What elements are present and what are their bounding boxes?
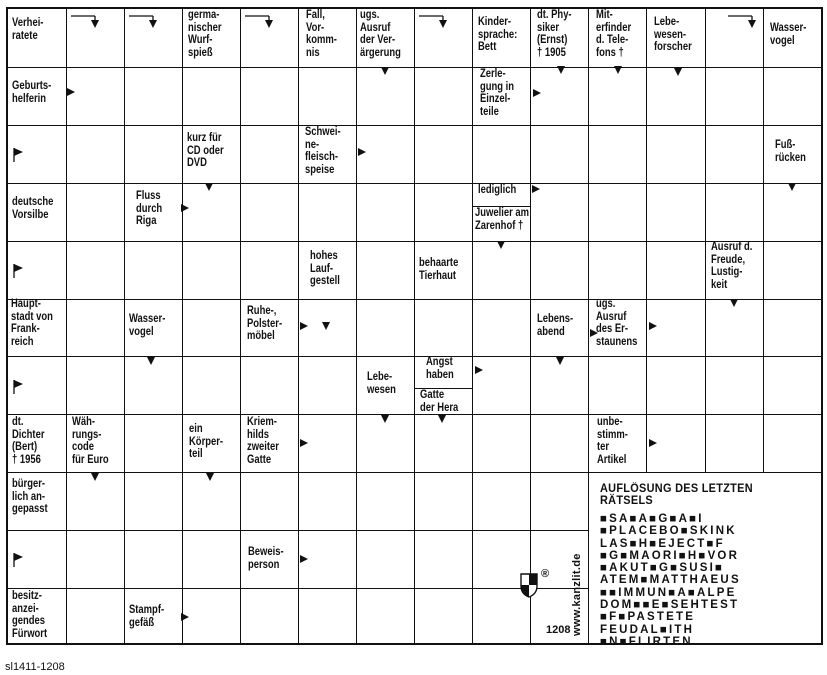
clue-line: abend: [537, 325, 565, 338]
clue-line: des Er-: [596, 323, 628, 335]
down-arrow-icon: [90, 472, 100, 482]
clue-c15: [12, 196, 53, 221]
solution-title: AUFLÖSUNG DES LETZTEN RÄTSELS: [600, 483, 753, 507]
clue-line: wesen: [367, 383, 396, 396]
clue-line: ugs.: [360, 9, 380, 21]
right-arrow-icon: [180, 612, 190, 622]
clue-c7: [596, 9, 631, 59]
flag-arrow-icon: [12, 378, 26, 396]
down-arrow-icon: [673, 67, 683, 77]
clue-line: forscher: [654, 41, 692, 53]
clue-line: Kriem-: [247, 416, 277, 428]
clue-line: Gatte: [420, 389, 445, 401]
clue-line: zweiter: [247, 441, 279, 453]
clue-line: d. Tele-: [596, 34, 629, 46]
clue-line: Beweis-: [248, 546, 284, 558]
clue-line: kurz für: [187, 132, 222, 144]
clue-c22: [11, 298, 53, 348]
down-arrow-icon: [555, 356, 565, 366]
clue-line: komm-: [306, 34, 337, 46]
hook-arrow-icon: [244, 12, 278, 30]
right-arrow-icon: [531, 184, 541, 194]
down-arrow-icon: [437, 414, 447, 424]
clue-c27: [367, 371, 396, 396]
clue-c38: [129, 604, 164, 629]
clue-line: speise: [305, 163, 335, 176]
clue-line: Wasser-: [770, 22, 807, 34]
clue-line: † 1905: [537, 46, 566, 59]
clue-line: ärgerung: [360, 46, 401, 59]
shield-logo-icon: [520, 572, 538, 598]
clue-c1: [12, 17, 43, 42]
clue-c5: [478, 16, 517, 54]
clue-line: germa-: [188, 9, 220, 21]
clue-line: Angst: [426, 356, 453, 368]
clue-line: Zarenhof †: [475, 219, 524, 232]
down-arrow-icon: [380, 66, 390, 76]
clue-line: † 1956: [12, 453, 41, 466]
solution-row: LAS■H■EJECT■F: [600, 537, 725, 550]
clue-line: Ruhe-,: [247, 305, 277, 317]
clue-c14: [775, 139, 806, 164]
clue-line: Frank-: [11, 323, 40, 335]
clue-line: Polster-: [247, 317, 283, 330]
clue-line: ter: [597, 441, 610, 453]
puzzle-number: 1208: [546, 624, 571, 636]
clue-line: ratete: [12, 29, 38, 42]
right-arrow-icon: [180, 203, 190, 213]
solution-row: ATEM■MATTHAEUS: [600, 574, 741, 587]
right-arrow-icon: [648, 321, 658, 331]
right-arrow-icon: [589, 328, 599, 338]
clue-line: ein: [189, 423, 203, 435]
clue-line: Lustig-: [711, 266, 743, 278]
hook-arrow-icon: [70, 12, 104, 30]
clue-line: Lebe-: [367, 371, 393, 383]
clue-line: person: [248, 558, 280, 571]
clue-line: Lauf-: [310, 262, 334, 275]
clue-line: Gatte: [247, 453, 272, 466]
right-arrow-icon: [299, 321, 309, 331]
clue-c33: [247, 416, 279, 466]
clue-line: (Bert): [12, 441, 38, 453]
clue-line: spieß: [188, 46, 213, 59]
clue-c18: [475, 207, 529, 232]
clue-line: Fürwort: [12, 627, 48, 640]
clue-line: für Euro: [72, 453, 109, 466]
down-arrow-icon: [556, 65, 566, 75]
clue-line: Freude,: [711, 253, 746, 266]
registered-mark: ®: [541, 568, 550, 580]
clue-c32: [189, 423, 223, 461]
down-arrow-icon: [321, 321, 331, 331]
clue-c8: [654, 16, 692, 54]
clue-c20: [419, 257, 458, 282]
solution-row: FEUDAL■ITH: [600, 623, 695, 636]
clue-line: Verhei-: [12, 17, 44, 29]
clue-line: Artikel: [597, 453, 627, 466]
clue-c16: [136, 190, 162, 228]
clue-line: Vor-: [306, 21, 325, 34]
clue-line: dt. Phy-: [537, 9, 572, 21]
solution-row: DOM■■E■SEHTEST: [600, 599, 740, 612]
right-arrow-icon: [532, 88, 542, 98]
clue-c31: [72, 416, 109, 466]
clue-c28: [426, 356, 454, 381]
hook-arrow-icon: [418, 12, 452, 30]
clue-c6: [537, 9, 572, 59]
clue-line: Bett: [478, 41, 497, 53]
clue-c10: [12, 80, 51, 105]
clue-line: Ausruf: [360, 21, 391, 34]
clue-line: Wurf-: [188, 34, 213, 46]
clue-line: Geburts-: [12, 80, 52, 92]
right-arrow-icon: [66, 87, 76, 97]
clue-line: DVD: [187, 157, 207, 169]
down-arrow-icon: [146, 356, 156, 366]
clue-line: Ausruf: [596, 310, 627, 323]
clue-line: Schwei-: [305, 126, 341, 138]
clue-c12: [187, 132, 224, 170]
clue-c36: [248, 546, 284, 571]
clue-line: Fluss: [136, 190, 161, 202]
clue-line: der Hera: [420, 401, 459, 414]
clue-line: teile: [480, 105, 499, 118]
down-arrow-icon: [787, 182, 797, 192]
down-arrow-icon: [204, 182, 214, 192]
clue-line: fleisch-: [305, 151, 339, 163]
clue-line: stadt von: [11, 310, 53, 323]
clue-line: Tierhaut: [419, 269, 457, 282]
clue-line: reich: [11, 335, 34, 348]
clue-line: anzei-: [12, 602, 39, 615]
right-arrow-icon: [648, 438, 658, 448]
clue-c17: [478, 184, 516, 197]
clue-line: erfinder: [596, 21, 632, 34]
clue-line: Dichter: [12, 428, 45, 441]
clue-line: Lebe-: [654, 16, 680, 28]
clue-line: helferin: [12, 92, 47, 105]
clue-line: rungs-: [72, 428, 102, 441]
clue-line: lediglich: [478, 184, 517, 196]
down-arrow-icon: [380, 414, 390, 424]
clue-c34: [597, 416, 628, 466]
clue-line: (Ernst): [537, 34, 568, 46]
clue-c21: [711, 241, 752, 291]
clue-line: Wäh-: [72, 416, 96, 428]
clue-line: Kinder-: [478, 16, 512, 28]
clue-line: dt.: [12, 416, 24, 428]
website-label: www.kanzlit.de: [571, 553, 583, 636]
clue-c3: [306, 9, 337, 59]
clue-line: wesen-: [654, 28, 686, 41]
solution-row: ■N■FLIRTEN: [600, 635, 693, 648]
solution-rows: [596, 513, 818, 648]
clue-line: ne-: [305, 138, 320, 151]
clue-c25: [537, 313, 573, 338]
clue-line: teil: [189, 448, 203, 460]
clue-line: staunens: [596, 335, 638, 348]
down-arrow-icon: [613, 65, 623, 75]
clue-c37: [12, 590, 47, 640]
clue-line: Haupt-: [11, 298, 41, 310]
clue-line: vogel: [770, 34, 795, 47]
clue-c4: [360, 9, 401, 59]
clue-line: nis: [306, 46, 320, 59]
solution-row: ■■IMMUN■A■ALPE: [600, 586, 737, 599]
clue-line: besitz-: [12, 590, 42, 602]
clue-line: deutsche: [12, 196, 54, 208]
clue-line: Lebens-: [537, 313, 574, 325]
clue-line: keit: [711, 278, 728, 291]
solution-row: ■G■MAORI■H■VOR: [600, 549, 740, 562]
right-arrow-icon: [474, 365, 484, 375]
flag-arrow-icon: [12, 551, 26, 569]
hook-arrow-icon: [727, 12, 761, 30]
clue-line: fons †: [596, 46, 624, 59]
clue-line: ugs.: [596, 298, 616, 310]
clue-c24: [247, 305, 282, 343]
clue-line: Vorsilbe: [12, 208, 49, 221]
clue-c26: [596, 298, 637, 348]
clue-line: Wasser-: [129, 313, 166, 325]
clue-line: Stampf-: [129, 604, 165, 616]
clue-line: stimm-: [597, 428, 628, 441]
clue-line: gung in: [480, 80, 515, 93]
clue-c9: [770, 22, 806, 47]
clue-line: lich an-: [12, 490, 46, 503]
flag-arrow-icon: [12, 262, 26, 280]
right-arrow-icon: [299, 554, 309, 564]
clue-line: nischer: [188, 21, 222, 34]
clue-line: Ausruf d.: [711, 241, 753, 253]
clue-line: sprache:: [478, 28, 518, 41]
clue-line: Riga: [136, 215, 157, 227]
clue-c13: [305, 126, 341, 176]
clue-line: CD oder: [187, 144, 224, 157]
clue-line: gendes: [12, 615, 46, 627]
clue-line: gestell: [310, 275, 340, 287]
clue-c35: [12, 478, 48, 516]
clue-c11: [480, 68, 514, 118]
down-arrow-icon: [496, 240, 506, 250]
flag-arrow-icon: [12, 146, 26, 164]
footer-code: sl1411-1208: [5, 661, 65, 673]
clue-line: gefäß: [129, 616, 155, 629]
clue-line: Juwelier am: [475, 207, 529, 219]
clue-line: möbel: [247, 330, 275, 342]
clue-line: behaarte: [419, 257, 459, 269]
solution-panel: [596, 483, 818, 648]
hook-arrow-icon: [128, 12, 162, 30]
clue-c30: [12, 416, 44, 466]
solution-row: ■AKUT■G■SUSI■: [600, 562, 725, 575]
clue-line: unbe-: [597, 416, 623, 428]
clue-c23: [129, 313, 165, 338]
right-arrow-icon: [299, 438, 309, 448]
solution-row: ■PLACEBO■SKINK: [600, 525, 737, 538]
clue-line: Fall,: [306, 9, 325, 21]
clue-line: der Ver-: [360, 34, 396, 46]
solution-row: ■SA■A■G■A■I: [600, 513, 704, 525]
clue-line: siker: [537, 21, 560, 34]
down-arrow-icon: [205, 472, 215, 482]
clue-line: durch: [136, 202, 163, 215]
clue-line: code: [72, 441, 95, 453]
solution-row: ■F■PASTETE: [600, 611, 696, 624]
clue-line: gepasst: [12, 503, 48, 515]
down-arrow-icon: [729, 298, 739, 308]
clue-line: hilds: [247, 428, 270, 441]
clue-c2: [188, 9, 222, 59]
clue-line: bürger-: [12, 478, 46, 490]
clue-line: Einzel-: [480, 93, 511, 105]
clue-line: Mit-: [596, 9, 613, 21]
clue-line: vogel: [129, 325, 154, 338]
clue-line: Zerle-: [480, 68, 506, 80]
clue-line: hohes: [310, 250, 338, 262]
clue-c29: [420, 389, 458, 414]
clue-line: haben: [426, 368, 454, 381]
clue-c19: [310, 250, 340, 288]
clue-line: rücken: [775, 151, 806, 164]
right-arrow-icon: [357, 147, 367, 157]
clue-line: Fuß-: [775, 139, 796, 151]
clue-line: Körper-: [189, 435, 224, 448]
